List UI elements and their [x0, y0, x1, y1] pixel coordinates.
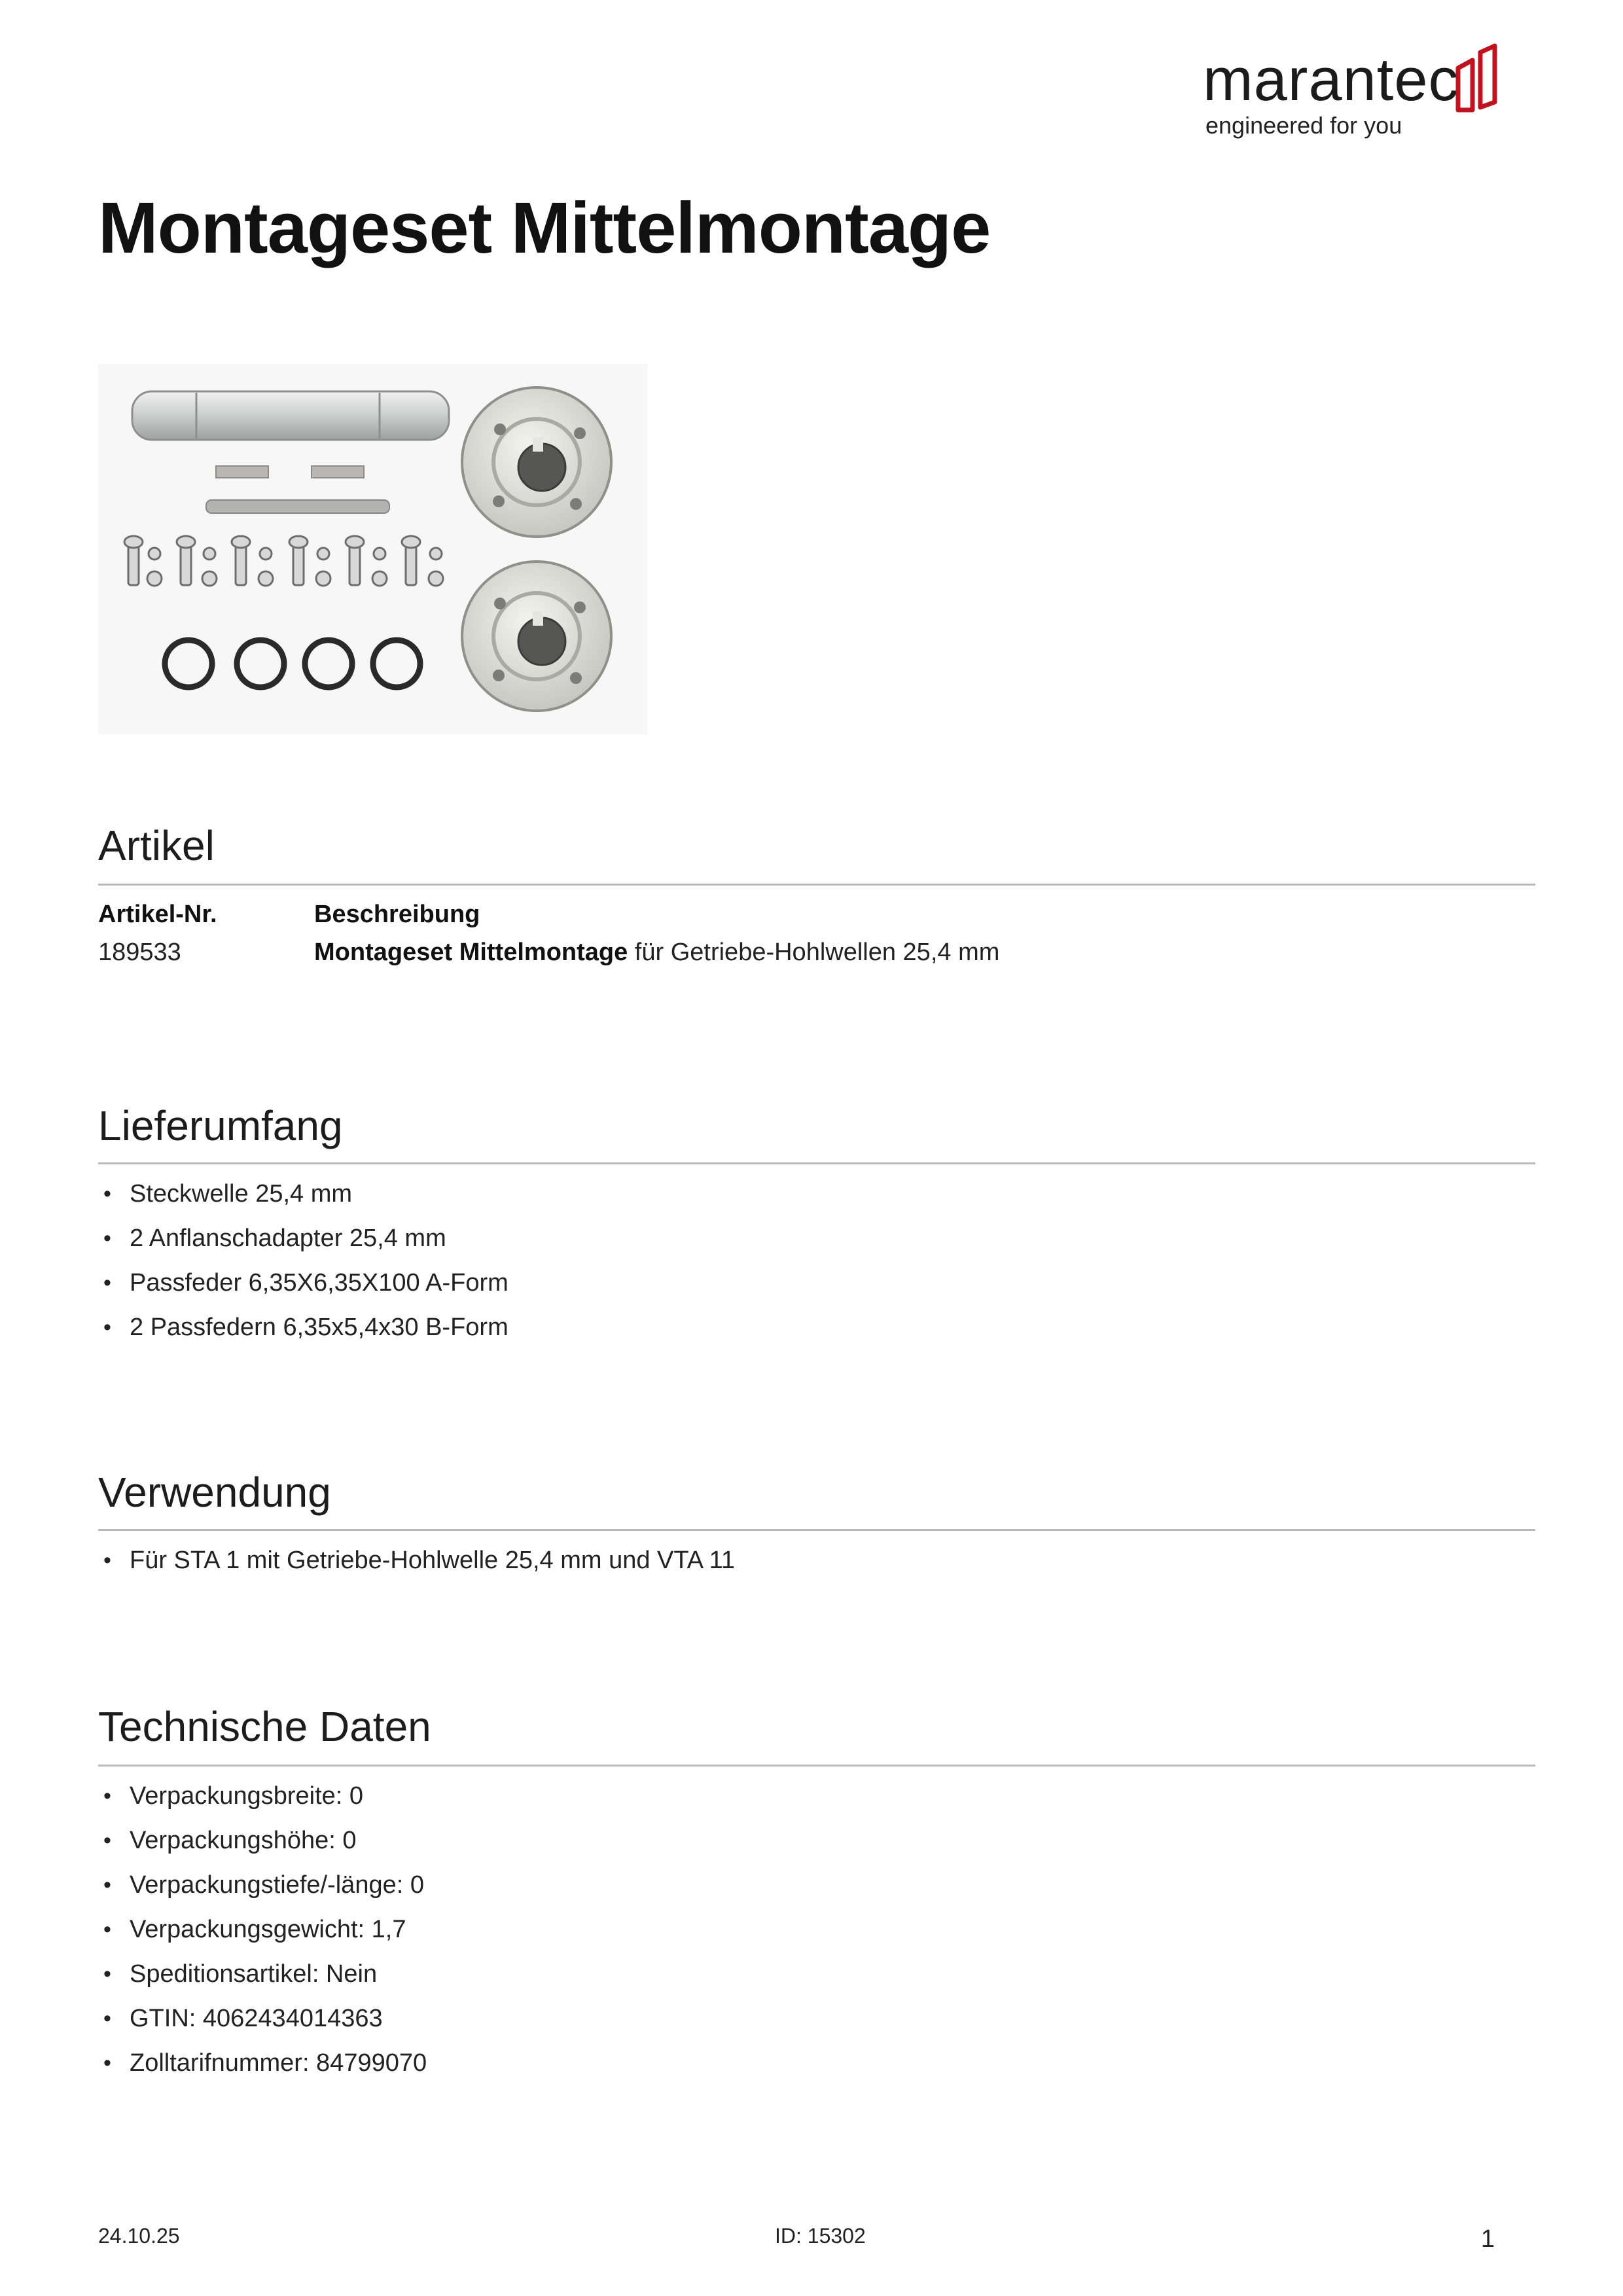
verwendung-list — [98, 1538, 735, 1583]
artikel-number: 189533 — [98, 939, 181, 966]
lieferumfang-list — [98, 1172, 508, 1350]
list-item: • Verpackungstiefe/-länge: 0 — [98, 1863, 427, 1907]
artikel-description — [314, 940, 999, 965]
section-divider — [98, 884, 1535, 886]
list-item: • 2 Anflanschadapter 25,4 mm — [98, 1216, 508, 1261]
list-item: • Verpackungshöhe: 0 — [98, 1818, 427, 1863]
shaft-part — [132, 391, 449, 440]
artikel-description-bold: Montageset Mittelmontage — [314, 939, 628, 966]
list-item: • Steckwelle 25,4 mm — [98, 1172, 508, 1216]
section-divider — [98, 1162, 1535, 1164]
retaining-ring-parts — [165, 640, 420, 687]
brand-logo — [1203, 41, 1504, 152]
page-title: Montageset Mittelmontage — [98, 188, 991, 268]
artikel-description-rest: für Getriebe-Hohlwellen 25,4 mm — [628, 939, 1000, 966]
section-title-technische-daten: Technische Daten — [98, 1703, 431, 1750]
section-title-lieferumfang: Lieferumfang — [98, 1102, 343, 1149]
footer-date: 24.10.25 — [98, 2224, 180, 2248]
flange-adapter-top — [462, 387, 611, 537]
column-header-artikel-nr: Artikel-Nr. — [98, 901, 217, 928]
brand-mark-icon — [1454, 43, 1507, 115]
footer-page-number: 1 — [1480, 2225, 1495, 2253]
list-item: • Verpackungsgewicht: 1,7 — [98, 1907, 427, 1952]
key-parts — [206, 466, 389, 513]
list-item: • GTIN: 4062434014363 — [98, 1996, 427, 2041]
brand-name: marantec — [1203, 46, 1459, 113]
list-item: • 2 Passfedern 6,35x5,4x30 B-Form — [98, 1305, 508, 1350]
section-divider — [98, 1765, 1535, 1767]
footer-document-id: ID: 15302 — [775, 2224, 866, 2248]
section-divider — [98, 1529, 1535, 1531]
list-item: • Verpackungsbreite: 0 — [98, 1774, 427, 1818]
product-illustration — [98, 364, 648, 734]
brand-tagline: engineered for you — [1205, 112, 1402, 139]
list-item: • Passfeder 6,35X6,35X100 A-Form — [98, 1261, 508, 1305]
list-item: • Für STA 1 mit Getriebe-Hohlwelle 25,4 mm und VTA 11 — [98, 1538, 735, 1583]
column-header-beschreibung: Beschreibung — [314, 901, 480, 928]
section-title-artikel: Artikel — [98, 822, 215, 869]
list-item: • Zolltarifnummer: 84799070 — [98, 2041, 427, 2085]
product-image — [98, 364, 648, 734]
section-title-verwendung: Verwendung — [98, 1469, 331, 1516]
flange-adapter-bottom — [462, 562, 611, 711]
technische-daten-list — [98, 1774, 427, 2085]
bolt-parts — [124, 536, 443, 586]
list-item: • Speditionsartikel: Nein — [98, 1952, 427, 1996]
